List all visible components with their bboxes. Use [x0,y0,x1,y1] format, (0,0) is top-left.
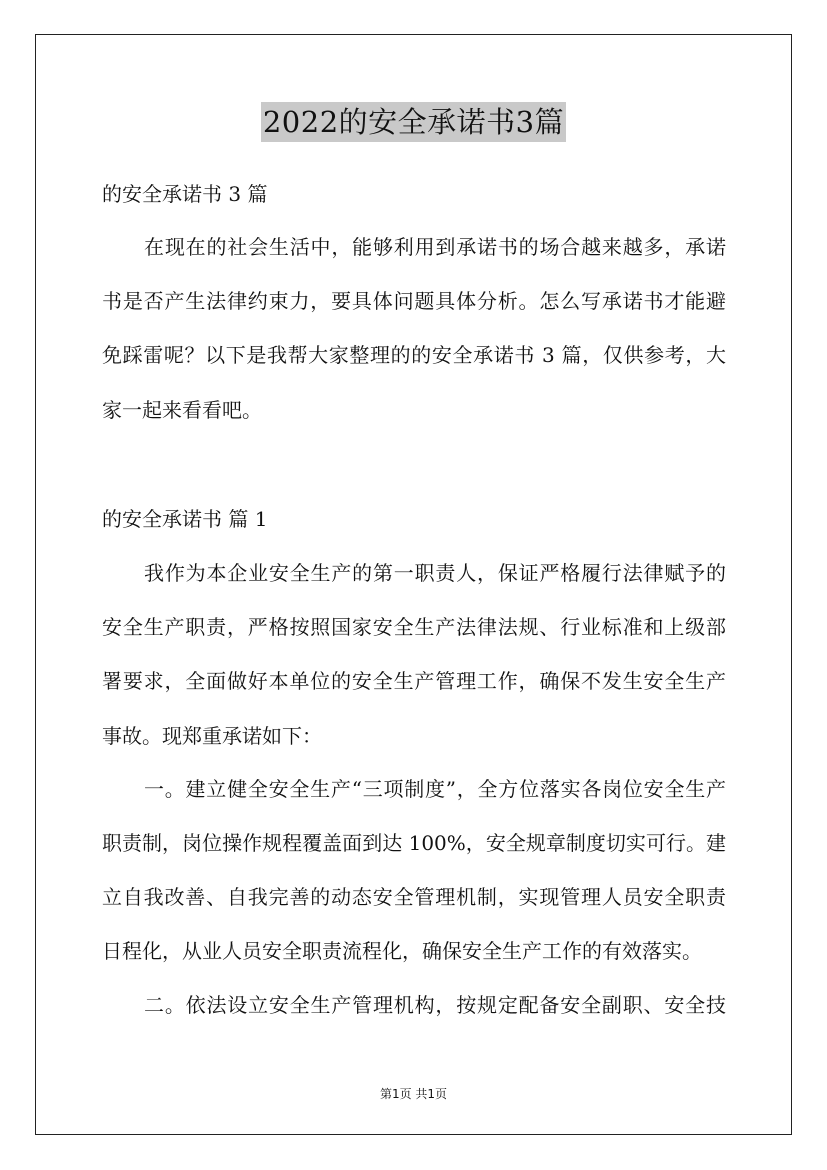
paragraph-line: 职责制，岗位操作规程覆盖面到达 100%，安全规章制度切实可行。建 [102,831,726,855]
paragraph-line: 事故。现郑重承诺如下： [102,724,322,748]
intro-line: 家一起来看看吧。 [102,398,262,422]
paragraph-line: 日程化，从业人员安全职责流程化，确保安全生产工作的有效落实。 [102,939,702,963]
intro-line: 书是否产生法律约束力，要具体问题具体分析。怎么写承诺书才能避 [102,289,726,313]
paragraph-line: 一。建立健全安全生产“三项制度”，全方位落实各岗位安全生产 [144,777,726,801]
intro-line: 在现在的社会生活中，能够利用到承诺书的场合越来越多，承诺 [144,235,726,259]
page-footer: 第1页 共1页 [379,1087,448,1101]
section-heading: 的安全承诺书 篇 1 [102,507,268,531]
title-container [0,102,827,142]
document-title: 2022的安全承诺书3篇 [261,102,566,142]
intro-line: 免踩雷呢？以下是我帮大家整理的的安全承诺书 3 篇，仅供参考，大 [102,343,726,367]
paragraph-line: 安全生产职责，严格按照国家安全生产法律法规、行业标准和上级部 [102,615,726,639]
paragraph-line: 二。依法设立安全生产管理机构，按规定配备安全副职、安全技 [144,993,726,1017]
paragraph-line: 署要求，全面做好本单位的安全生产管理工作，确保不发生安全生产 [102,669,726,693]
paragraph-line: 立自我改善、自我完善的动态安全管理机制，实现管理人员安全职责 [102,885,726,909]
paragraph-line: 我作为本企业安全生产的第一职责人，保证严格履行法律赋予的 [144,561,726,585]
subtitle: 的安全承诺书 3 篇 [102,182,268,206]
